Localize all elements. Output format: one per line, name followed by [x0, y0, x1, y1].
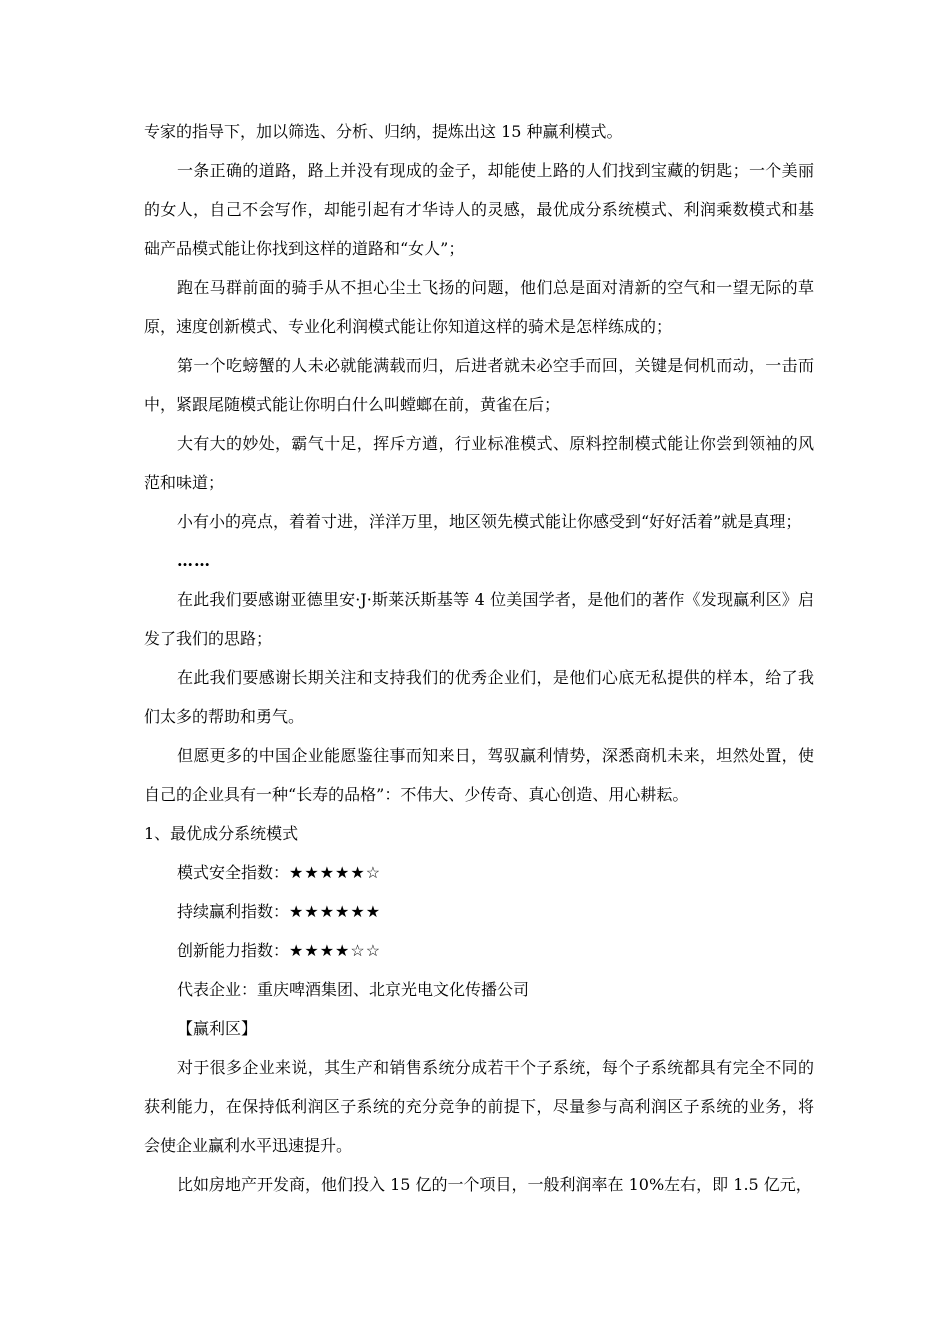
- innovation-index: [144, 931, 814, 970]
- safety-index: [144, 853, 814, 892]
- representative-companies: 代表企业：重庆啤酒集团、北京光电文化传播公司: [177, 980, 530, 999]
- paragraph: 小有小的亮点，着着寸进，洋洋万里，地区领先模式能让你感受到“好好活着”就是真理；: [177, 512, 802, 531]
- ellipsis: ……: [177, 551, 211, 570]
- profit-index-label: 持续赢利指数：: [177, 902, 290, 921]
- paragraph: 一条正确的道路，路上并没有现成的金子，却能使上路的人们找到宝藏的钥匙；一个美丽的女人，自己不会写作，却能引起有才华诗人的灵感，最优成分系统模式、利润乘数模式和基础产品模式能让你找到这样的道路和“女人”；: [144, 161, 814, 258]
- innovation-index-label: 创新能力指数：: [177, 941, 290, 960]
- paragraph: 在此我们要感谢亚德里安·J·斯莱沃斯基等 4 位美国学者，是他们的著作《发现赢利区》启发了我们的思路；: [144, 590, 814, 648]
- paragraph: 第一个吃螃蟹的人未必就能满载而归，后进者就未必空手而回，关键是伺机而动，一击而中，紧跟尾随模式能让你明白什么叫螳螂在前，黄雀在后；: [144, 356, 814, 414]
- paragraph: 跑在马群前面的骑手从不担心尘土飞扬的问题，他们总是面对清新的空气和一望无际的草原，速度创新模式、专业化利润模式能让你知道这样的骑术是怎样练成的；: [144, 278, 814, 336]
- paragraph: 对于很多企业来说，其生产和销售系统分成若干个子系统，每个子系统都具有完全不同的获利能力，在保持低利润区子系统的充分竞争的前提下，尽量参与高利润区子系统的业务，将会使企业赢利水平迅速提升。: [144, 1058, 814, 1155]
- document-body: [144, 112, 814, 1204]
- profit-index-stars: ★★★★★★: [289, 902, 382, 921]
- profit-index: [144, 892, 814, 931]
- paragraph: 比如房地产开发商，他们投入 15 亿的一个项目，一般利润率在 10%左右，即 1.5 亿元，: [177, 1175, 812, 1194]
- paragraph: 但愿更多的中国企业能愿鉴往事而知来日，驾驭赢利情势，深悉商机未来，坦然处置，使自己的企业具有一种“长寿的品格”：不伟大、少传奇、真心创造、用心耕耘。: [144, 746, 814, 804]
- paragraph: 大有大的妙处，霸气十足，挥斥方遒，行业标准模式、原料控制模式能让你尝到领袖的风范和味道；: [144, 434, 814, 492]
- innovation-index-stars: ★★★★☆☆: [289, 941, 382, 960]
- paragraph: 专家的指导下，加以筛选、分析、归纳，提炼出这 15 种赢利模式。: [144, 122, 623, 141]
- zone-heading: 【赢利区】: [177, 1019, 258, 1038]
- section-heading: 1、最优成分系统模式: [144, 824, 299, 843]
- safety-index-label: 模式安全指数：: [177, 863, 290, 882]
- safety-index-stars: ★★★★★☆: [289, 863, 382, 882]
- paragraph: 在此我们要感谢长期关注和支持我们的优秀企业们，是他们心底无私提供的样本，给了我们太多的帮助和勇气。: [144, 668, 814, 726]
